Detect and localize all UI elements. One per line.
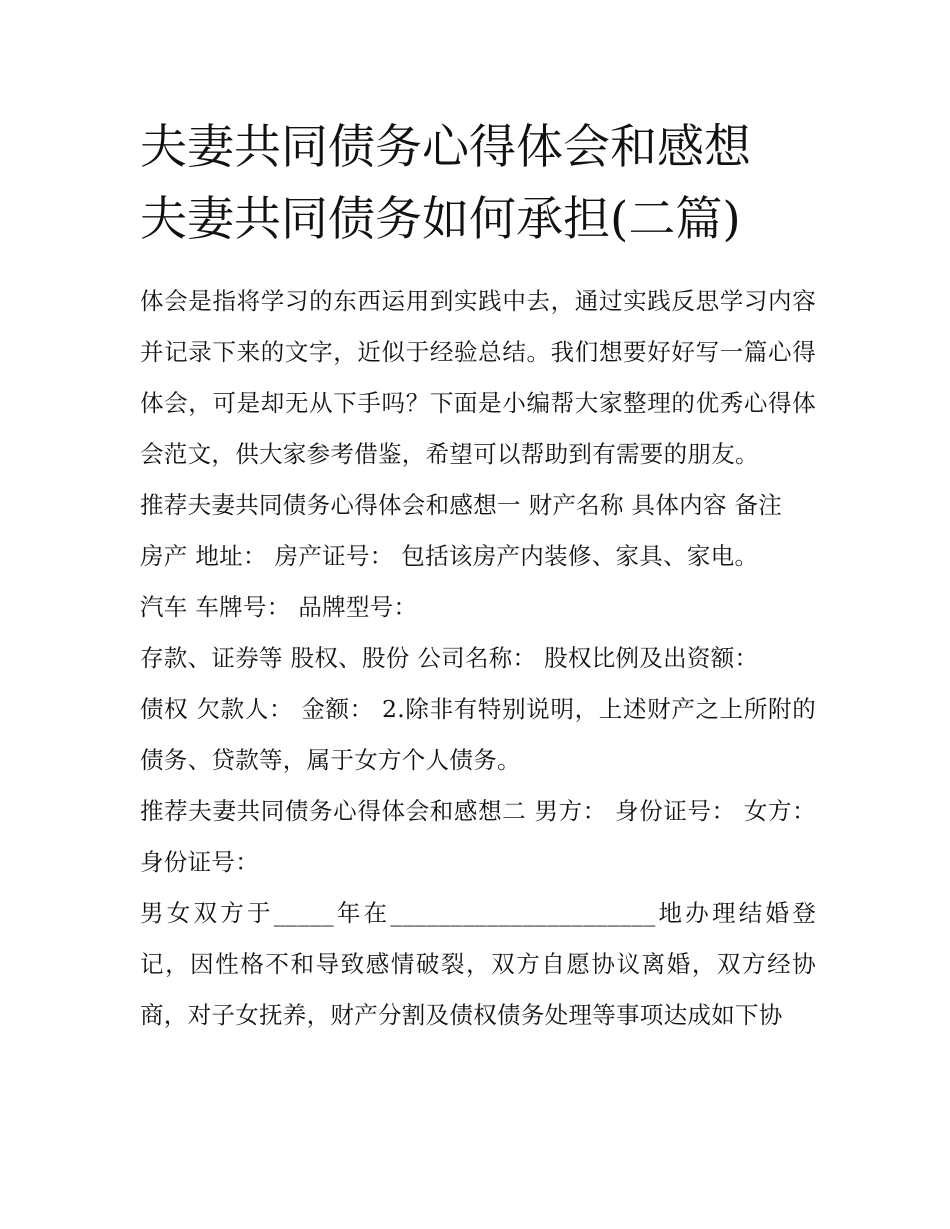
- document-title: [140, 112, 840, 256]
- paragraph-recommend-2: 推荐夫妻共同债务心得体会和感想二 男方： 身份证号： 女方： 身份证号：: [140, 797, 816, 876]
- title-line-2: 夫妻共同债务如何承担(二篇): [140, 192, 741, 247]
- paragraph-recommend-1: 推荐夫妻共同债务心得体会和感想一 财产名称 具体内容 备注: [140, 491, 783, 519]
- paragraph-intro: 体会是指将学习的东西运用到实践中去，通过实践反思学习内容并记录下来的文字，近似于经验总结。我们想要好好写一篇心得体会，可是却无从下手吗？下面是小编帮大家整理的优秀心得体会范文，供大家参考借鉴，希望可以帮助到有需要的朋友。: [140, 287, 816, 468]
- document-body: [140, 276, 816, 1041]
- paragraph-car: 汽车 车牌号： 品牌型号：: [140, 593, 418, 621]
- paragraph-house: 房产 地址： 房产证号： 包括该房产内装修、家具、家电。: [140, 542, 759, 570]
- title-line-1: 夫妻共同债务心得体会和感想: [140, 120, 751, 175]
- paragraph-agreement: 男女双方于_____年在______________________地办理结婚登记，因性格不和导致感情破裂，双方自愿协议离婚，双方经协商，对子女抚养，财产分割及债权债务处理等事项达成如下协: [140, 899, 816, 1029]
- paragraph-claims: 债权 欠款人： 金额： 2.除非有特别说明，上述财产之上所附的债务、贷款等，属于女方个人债务。: [140, 695, 816, 774]
- paragraph-deposits: 存款、证券等 股权、股份 公司名称： 股权比例及出资额：: [140, 644, 759, 672]
